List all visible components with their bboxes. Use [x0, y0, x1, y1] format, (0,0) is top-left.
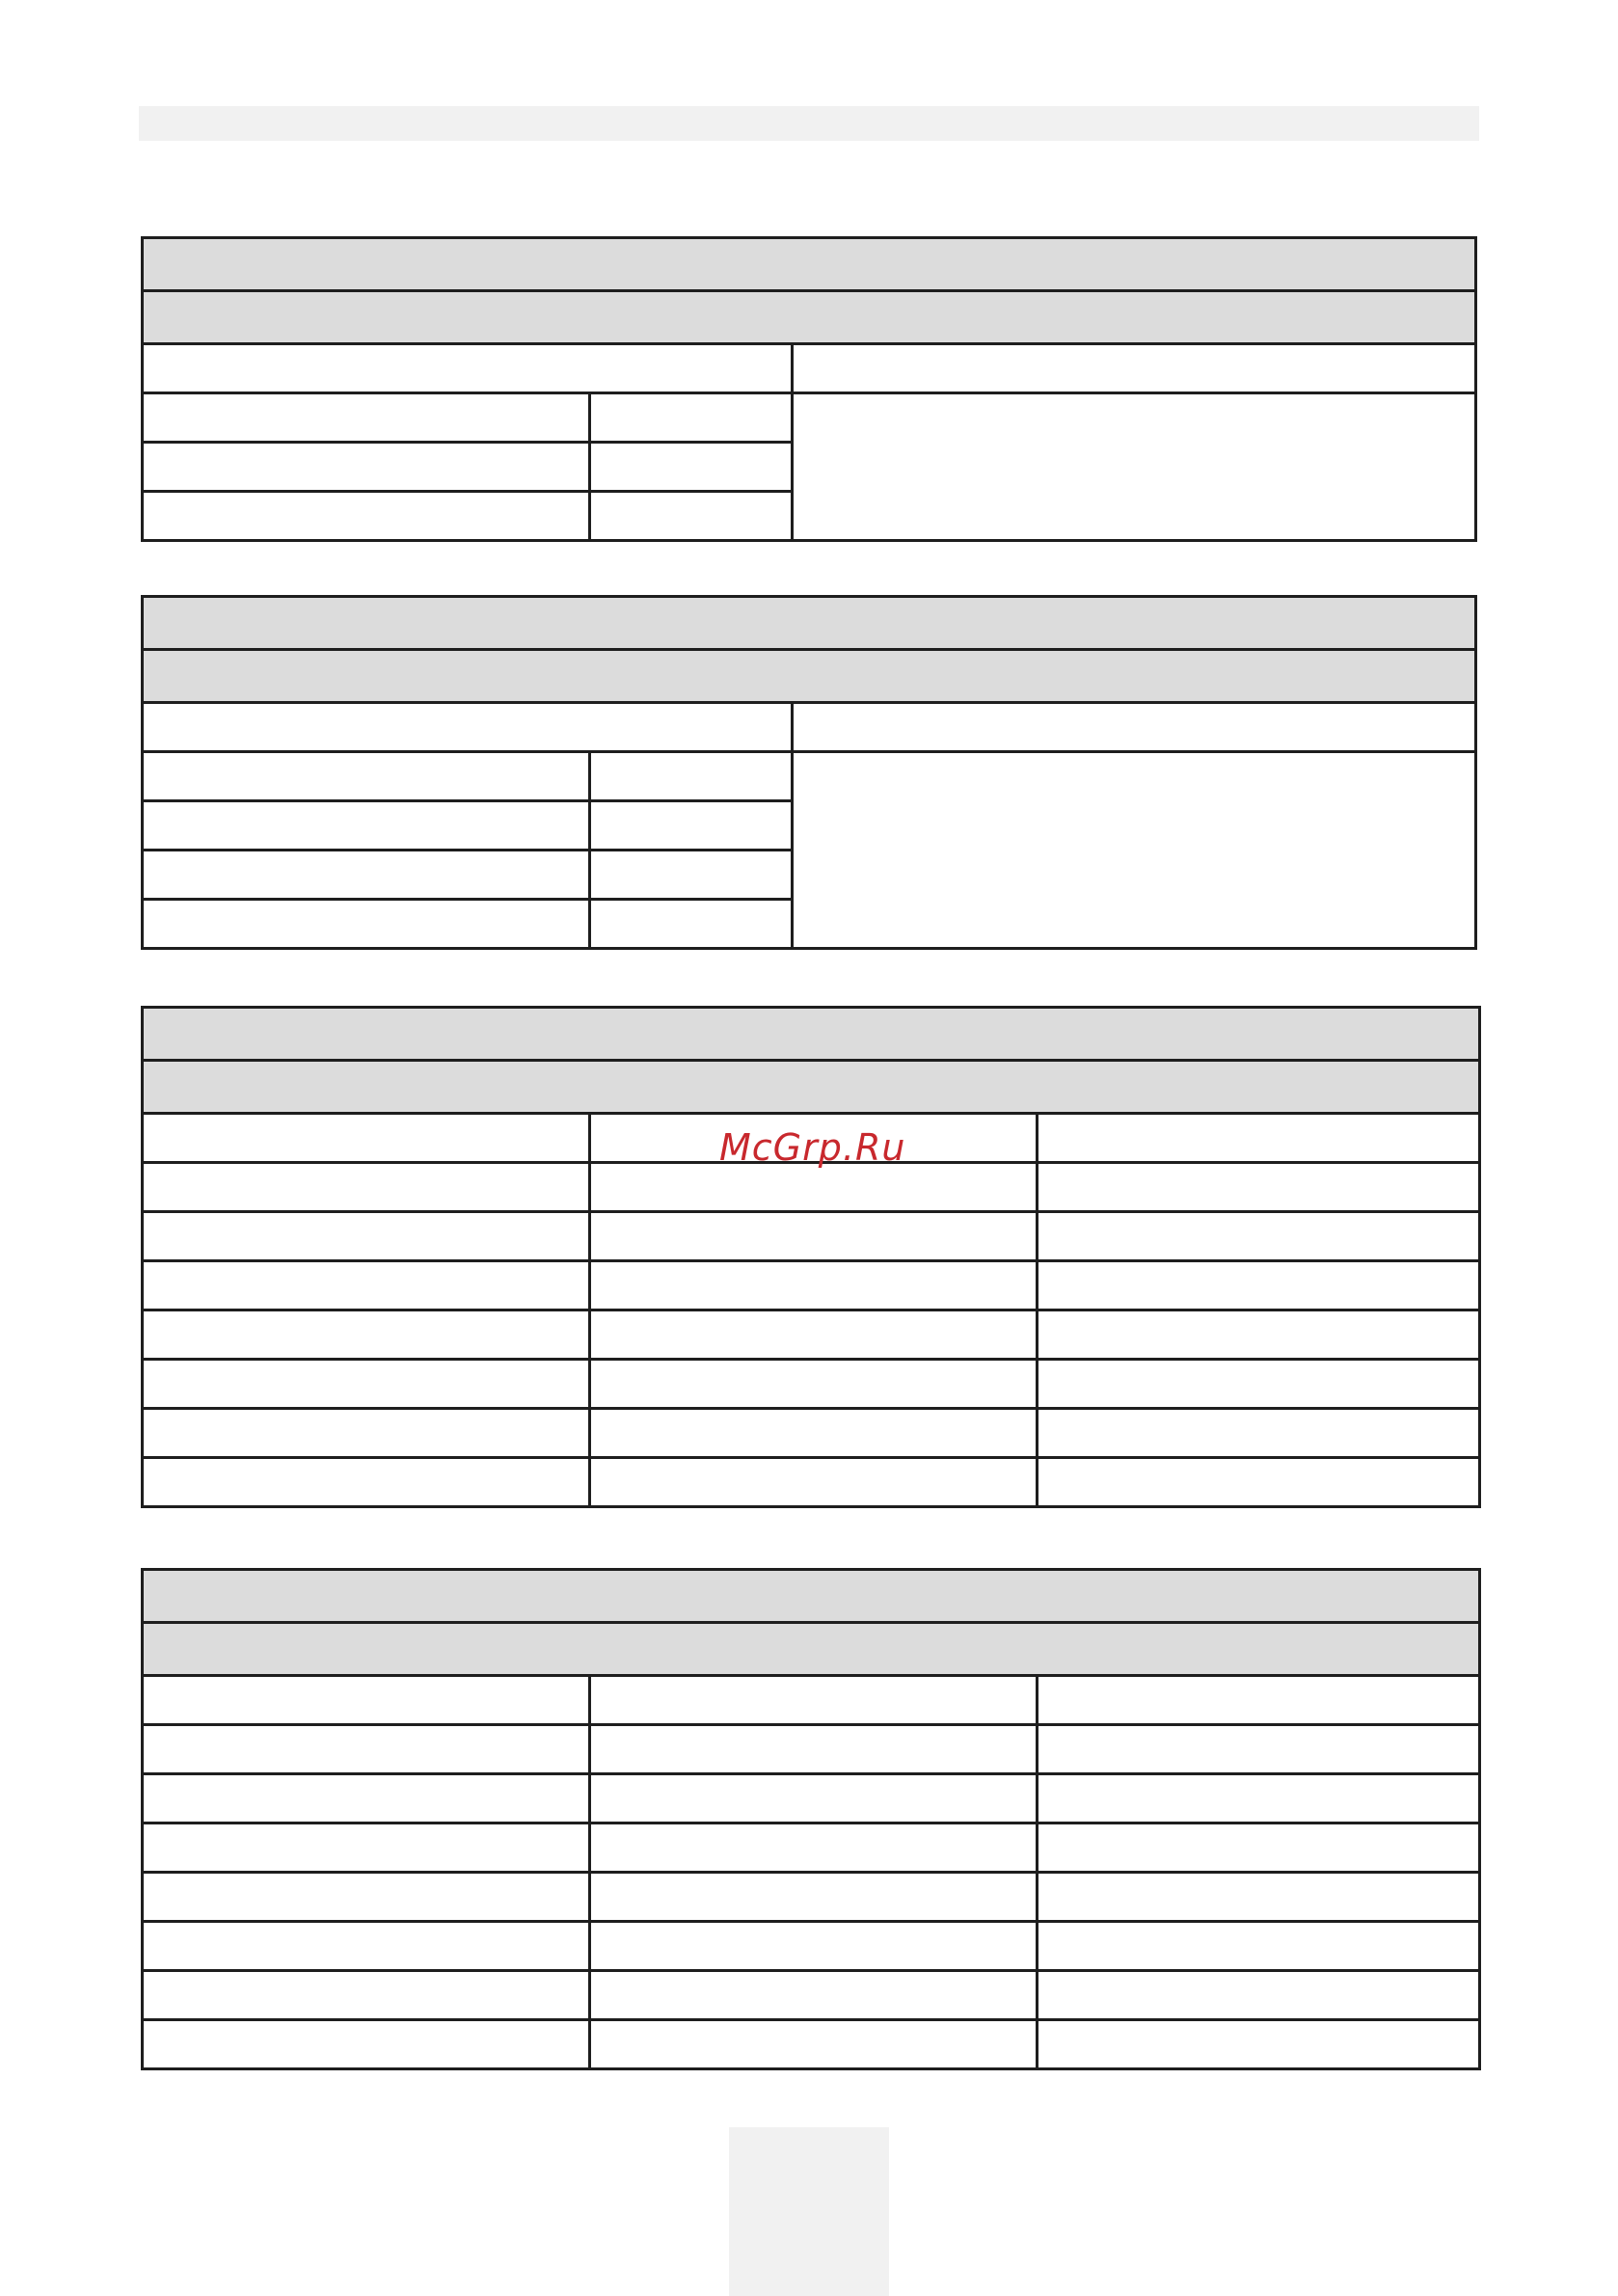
- table-cell: [143, 1163, 590, 1212]
- table-cell: [590, 1823, 1038, 1873]
- table-cell: [590, 1725, 1038, 1774]
- table-cell: [590, 801, 793, 851]
- table-cell: [1038, 1922, 1480, 1971]
- table-cell: [590, 1971, 1038, 2020]
- table-cell: [143, 2020, 590, 2069]
- table-1-subtitle-row: [143, 291, 1476, 344]
- table-cell: [1038, 1725, 1480, 1774]
- table-cell: [143, 443, 590, 492]
- table-cell: [143, 1114, 590, 1163]
- table-cell: [590, 1873, 1038, 1922]
- table-merged-cell: [793, 752, 1476, 949]
- table-cell: [143, 1823, 590, 1873]
- table-cell: [590, 1310, 1038, 1360]
- table-cell: [1038, 1971, 1480, 2020]
- page-footer-block: [729, 2127, 889, 2296]
- table-cell: [793, 703, 1476, 752]
- table-cell: [143, 1212, 590, 1261]
- table-cell: [1038, 1360, 1480, 1409]
- form-table-1: [141, 236, 1477, 542]
- table-cell: [793, 344, 1476, 393]
- form-table-3: [141, 1006, 1481, 1508]
- table-3-title-row: [143, 1008, 1480, 1061]
- table-merged-cell: [793, 393, 1476, 541]
- table-cell: [143, 851, 590, 900]
- table-cell: [1038, 1261, 1480, 1310]
- form-table-2: [141, 595, 1477, 950]
- table-cell: [143, 1261, 590, 1310]
- table-cell: [1038, 1458, 1480, 1507]
- table-cell: [143, 1360, 590, 1409]
- table-cell: [590, 851, 793, 900]
- table-cell: [590, 492, 793, 541]
- table-cell: [1038, 1163, 1480, 1212]
- table-cell: [1038, 2020, 1480, 2069]
- table-4-subtitle-row: [143, 1623, 1480, 1676]
- table-cell: [143, 900, 590, 949]
- table-cell: [143, 1725, 590, 1774]
- table-3-subtitle-row: [143, 1061, 1480, 1114]
- table-cell: [143, 1458, 590, 1507]
- table-cell: [590, 393, 793, 443]
- table-cell: [143, 1409, 590, 1458]
- table-cell: [590, 1922, 1038, 1971]
- table-cell: [1038, 1212, 1480, 1261]
- table-cell: [143, 801, 590, 851]
- table-cell: [1038, 1774, 1480, 1823]
- table-cell: [1038, 1310, 1480, 1360]
- table-cell: [143, 492, 590, 541]
- table-4-title-row: [143, 1570, 1480, 1623]
- table-2-subtitle-row: [143, 650, 1476, 703]
- table-cell: [1038, 1873, 1480, 1922]
- table-cell: [590, 1212, 1038, 1261]
- table-cell: [590, 1458, 1038, 1507]
- table-cell: [1038, 1409, 1480, 1458]
- table-cell: [143, 703, 793, 752]
- table-cell: [590, 1163, 1038, 1212]
- table-cell: [590, 900, 793, 949]
- table-cell: [590, 1676, 1038, 1725]
- table-cell: [590, 1409, 1038, 1458]
- table-cell: [590, 1261, 1038, 1310]
- table-cell: [143, 1971, 590, 2020]
- table-2-title-row: [143, 597, 1476, 650]
- table-cell: [1038, 1823, 1480, 1873]
- form-table-4: [141, 1568, 1481, 2070]
- page-header-strip: [139, 106, 1479, 141]
- watermark-text: McGrp.Ru: [719, 1126, 906, 1169]
- table-cell: [590, 1774, 1038, 1823]
- table-cell: [1038, 1676, 1480, 1725]
- table-cell: [590, 1360, 1038, 1409]
- table-cell: [1038, 1114, 1480, 1163]
- table-cell: [143, 1774, 590, 1823]
- table-cell: [590, 2020, 1038, 2069]
- table-cell: [590, 752, 793, 801]
- table-cell: [143, 344, 793, 393]
- table-cell: [143, 393, 590, 443]
- table-1-title-row: [143, 238, 1476, 291]
- table-cell: [143, 1922, 590, 1971]
- table-cell: [143, 1676, 590, 1725]
- table-cell: [143, 1310, 590, 1360]
- table-cell: [143, 752, 590, 801]
- table-cell: [143, 1873, 590, 1922]
- table-cell: [590, 443, 793, 492]
